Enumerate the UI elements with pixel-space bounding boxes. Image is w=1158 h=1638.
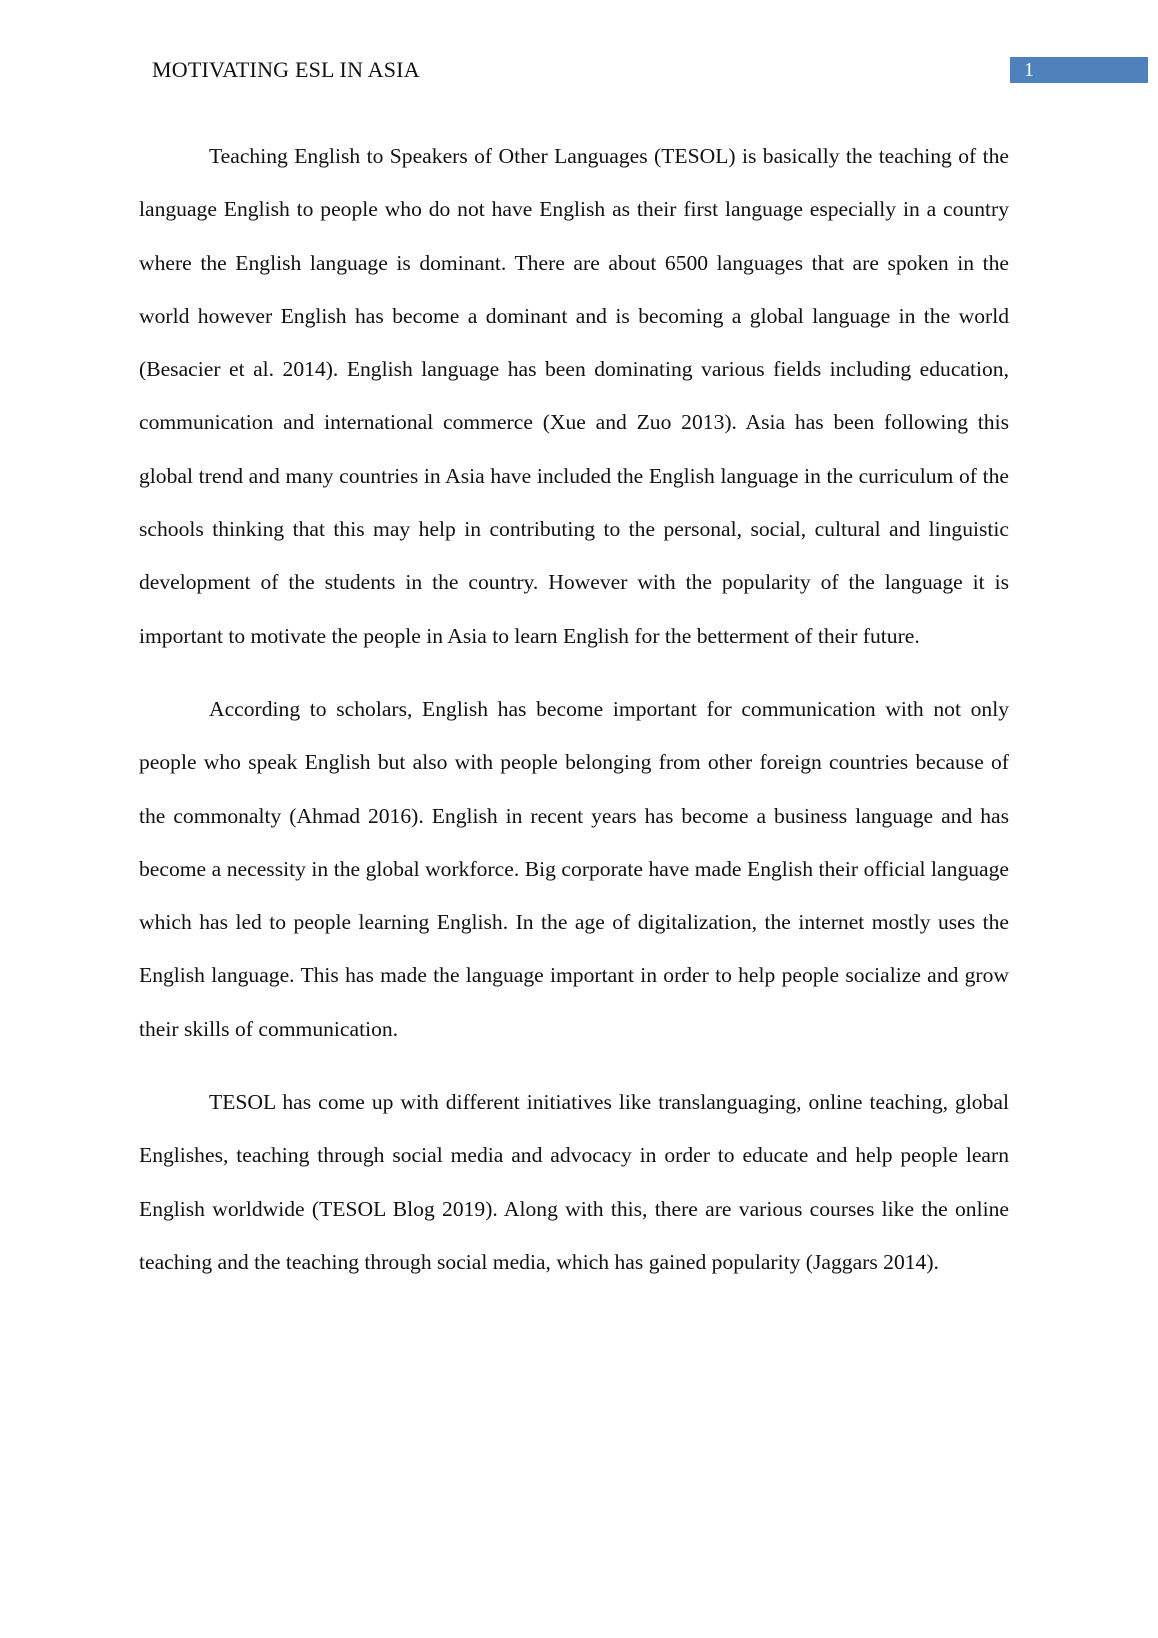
paragraph-1: Teaching English to Speakers of Other Languages (TESOL) is basically the teaching of the language English to people who do not have English as their first language especially in a country where the English language is dominant. There are about 6500 languages that are spoken in the world however English has become a dominant and is becoming a global language in the world (Besacier et al. 2014). English language has been dominating various fields including education, communication and international commerce (Xue and Zuo 2013). Asia has been following this global trend and many countries in Asia have included the English language in the curriculum of the schools thinking that this may help in contributing to the personal, social, cultural and linguistic development of the students in the country. However with the popularity of the language it is important to motivate the people in Asia to learn English for the betterment of their future.	[139, 144, 1009, 648]
body-text	[139, 130, 1009, 1309]
page-number: 1	[1024, 59, 1034, 81]
running-head: MOTIVATING ESL IN ASIA	[152, 57, 420, 82]
page-number-badge	[1010, 57, 1148, 83]
paragraph-2: According to scholars, English has become important for communication with not only people who speak English but also with people belonging from other foreign countries because of the commonalty (Ahmad 2016). English in recent years has become a business language and has become a necessity in the global workforce. Big corporate have made English their official language which has led to people learning English. In the age of digitalization, the internet mostly uses the English language. This has made the language important in order to help people socialize and grow their skills of communication.	[139, 696, 1009, 1041]
paragraph-3: TESOL has come up with different initiatives like translanguaging, online teaching, global Englishes, teaching through social media and advocacy in order to educate and help people learn English worldwide (TESOL Blog 2019). Along with this, there are various courses like the online teaching and the teaching through social media, which has gained popularity (Jaggars 2014).	[139, 1090, 1009, 1274]
